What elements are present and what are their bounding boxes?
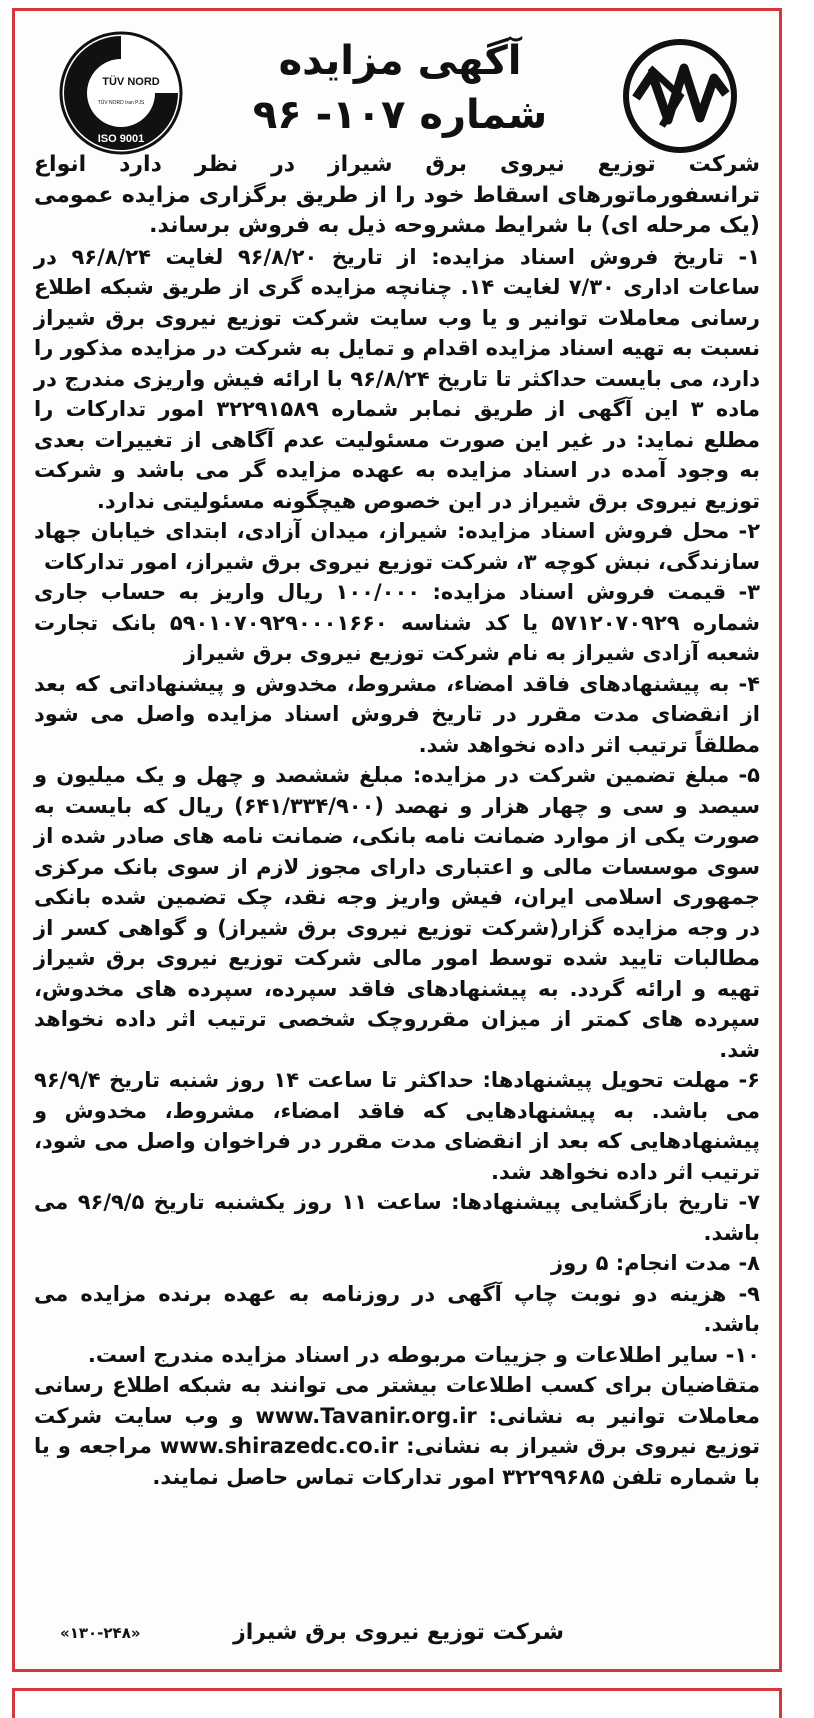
ad-item-text: ۱۰- سایر اطلاعات و جزییات مربوطه در اسناد مزایده مندرج است. <box>87 1342 760 1367</box>
ad-item-9 <box>34 1279 760 1340</box>
ad-item-8 <box>34 1248 760 1279</box>
ad-intro: شرکت توزیع نیروی برق شیراز در نظر دارد انواع ترانسفورماتورهای اسقاط خود را از طریق برگزاری مزایده عمومی (یک مرحله ای) با شرایط مشروحه ذیل به فروش برساند. <box>34 152 760 238</box>
ad-item-heading: ۳- قیمت فروش اسناد مزایده: <box>432 580 760 604</box>
ad-item-4 <box>34 669 760 761</box>
ad-item-heading: ۱- تاریخ فروش اسناد مزایده: <box>431 244 761 269</box>
ad-item-10 <box>34 1340 760 1371</box>
ad-title: آگهی مزایده <box>278 38 522 84</box>
ad-code: «۱۳۰-۲۴۸» <box>60 1624 141 1642</box>
ad-item-3 <box>34 577 760 669</box>
ad-body <box>34 150 760 1492</box>
ad-item-text: ۹- هزینه دو نوبت چاپ آگهی در روزنامه به عهده برنده مزایده می باشد. <box>34 1281 760 1336</box>
power-distribution-company-logo-icon <box>622 38 738 154</box>
ad-item-text: ساعت ۱۱ روز یکشنبه تاریخ ۹۶/۹/۵ می باشد. <box>34 1190 760 1245</box>
ad-item-heading: ۶- مهلت تحویل پیشنهادها: <box>482 1068 760 1092</box>
ad-item-text: ۴- به پیشنهادهای فاقد امضاء، مشروط، مخدوش و پیشنهاداتی که بعد از انقضای مدت مقرر در تاریخ فروش اسناد مزایده واصل می شود مطلقاً ترتیب اثر داده نخواهد شد. <box>34 671 760 757</box>
ad-item-7 <box>34 1187 760 1248</box>
seal-brand-text: TÜV NORD <box>102 76 160 88</box>
ad-item-text: ۱۰۰/۰۰۰ ریال واریز به حساب جاری شماره ۵۷۱۲۰۷۰۹۲۹ یا کد شناسه ۵۹۰۱۰۷۰۹۲۹۰۰۰۱۶۶۰ بانک تجارت شعبه آزادی شیراز به نام شرکت توزیع نیروی برق شیراز <box>34 580 760 665</box>
ad-item-heading: ۵- مبلغ تضمین شرکت در مزایده: <box>412 763 760 787</box>
ad-item-2 <box>34 516 760 577</box>
ad-item-text: مبلغ ششصد و چهل و یک میلیون و سیصد و سی و چهار هزار و نهصد (۶۴۱/۳۳۴/۹۰۰) ریال که بایست به صورت یکی از موارد ضمانت نامه بانکی، ضمانت نامه های صادر شده از سوی موسسات مالی و اعتباری دارای مجوز لازم از سوی بانک مرکزی جمهوری اسلامی ایران، فیش واریز وجه نقد، چک تضمین شده بانکی در وجه مزایده گزار(شرکت توزیع نیروی برق شیراز) و گواهی کسر از مطالبات تایید شده توسط امور مالی شرکت توزیع نیروی برق شیراز تهیه و ارائه گردد. به پیشنهادهای فاقد سپرده، سپرده های مخدوش، سپرده های کمتر از میزان مقرروچک شخصی ترتیب اثر داده نخواهد شد. <box>34 763 760 1062</box>
tuv-nord-iso-9001-seal-icon <box>58 30 184 156</box>
ad-closing: متقاضیان برای کسب اطلاعات بیشتر می توانند به شبکه اطلاع رسانی معاملات توانیر به نشانی: www.Tavanir.org.ir و وب سایت شرکت توزیع نیروی برق شیراز به نشانی: www.shirazedc.co.ir مراجعه و یا با شماره تلفن ۳۲۲۹۹۶۸۵ امور تدارکات تماس حاصل نمایند. <box>34 1373 760 1489</box>
ad-number: شماره ۱۰۷- ۹۶ <box>252 92 548 138</box>
ad-item-5 <box>34 760 760 1065</box>
ad-item-text: از تاریخ ۹۶/۸/۲۰ لغایت ۹۶/۸/۲۴ در ساعات اداری ۷/۳۰ لغایت ۱۴. چنانچه مزایده گری از طریق شبکه اطلاع رسانی معاملات توانیر و یا وب سایت شرکت توزیع نیروی برق شیراز نسبت به تهیه اسناد مزایده اقدام و تمایل به شرکت در مزایده مذکور را دارد، می بایست حداکثر تا تاریخ ۹۶/۸/۲۴ با ارائه فیش واریزی مندرج در ماده ۳ این آگهی از طریق نمابر شماره ۳۲۲۹۱۵۸۹ امور تدارکات را مطلع نماید: در غیر این صورت مسئولیت عدم آگاهی از تغییرات بعدی به وجود آمده در اسناد مزایده به عهده مزایده گر می باشد و شرکت توزیع نیروی برق شیراز در این خصوص هیچگونه مسئولیتی ندارد. <box>34 244 760 513</box>
ad-item-6 <box>34 1065 760 1187</box>
ad-item-1 <box>34 242 760 517</box>
seal-iso-text: ISO 9001 <box>97 133 145 145</box>
ad-item-text: حداکثر تا ساعت ۱۴ روز شنبه تاریخ ۹۶/۹/۴ می باشد. به پیشنهادهایی که فاقد امضاء، مشروط، مخدوش و پیشنهادهایی که بعد از انقضای مدت مقرر در فراخوان واصل می شود، ترتیب اثر داده نخواهد شد. <box>34 1068 760 1184</box>
ad-item-heading: ۷- تاریخ بازگشایی پیشنهادها: <box>451 1190 761 1214</box>
ad-item-heading: ۲- محل فروش اسناد مزایده: <box>456 519 761 543</box>
ad-item-text: ۸- مدت انجام: ۵ روز <box>551 1251 760 1275</box>
ad-item-text: شیراز، میدان آزادی، ابتدای خیابان جهاد سازندگی، نبش کوچه ۳، شرکت توزیع نیروی برق شیراز، امور تدارکات <box>34 519 760 574</box>
company-signature: شرکت توزیع نیروی برق شیراز <box>233 1620 564 1645</box>
seal-mid-text: TÜV NORD Iran PJS <box>97 100 145 106</box>
